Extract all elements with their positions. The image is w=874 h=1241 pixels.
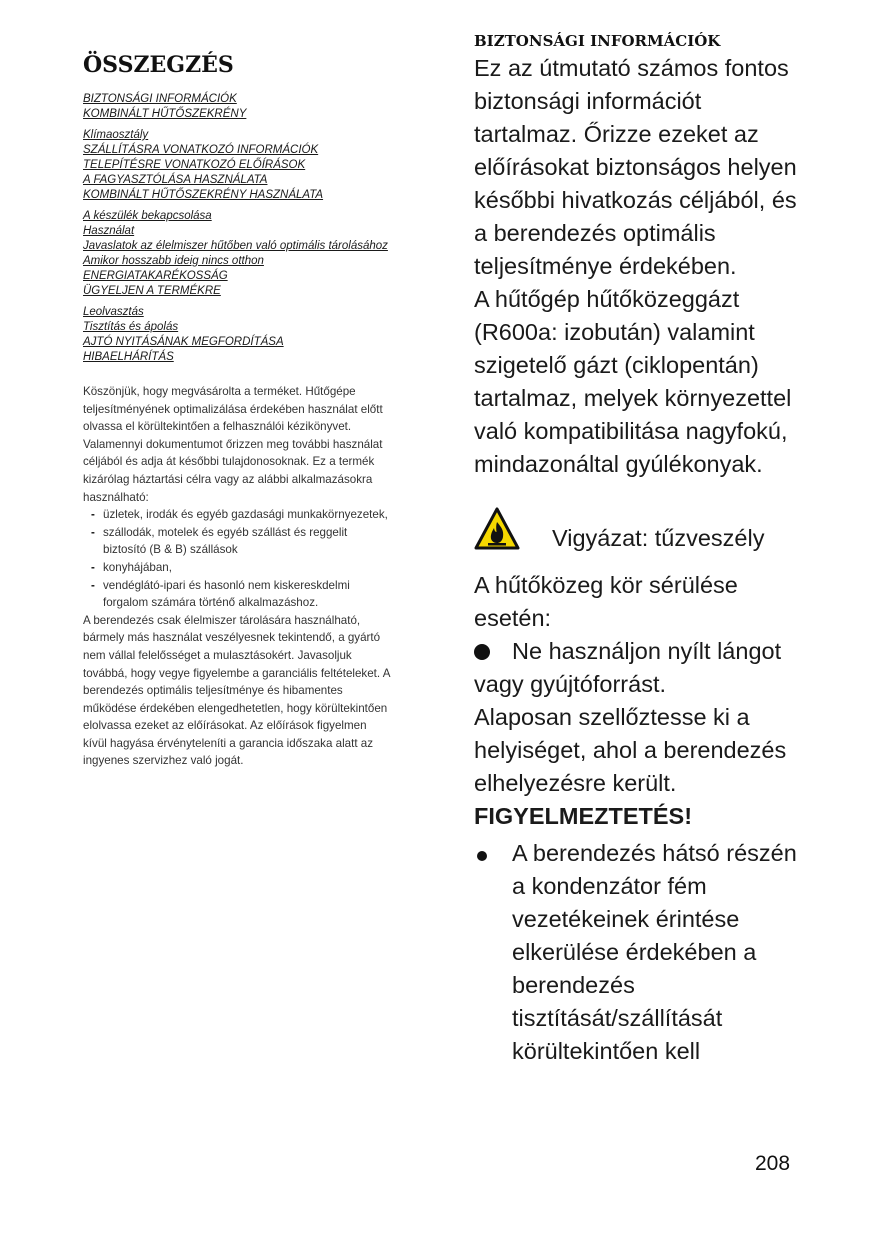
list-item: Ne használjon nyílt lángot vagy gyújtóforrást. [474, 635, 804, 701]
intro-paragraph: Köszönjük, hogy megvásárolta a terméket. Hűtőgépe teljesítményének optimalizálása érdekében használat előtt olvassa el körültekintően a felhasználói kézikönyvet. Valamennyi dokumentumot őrizzen meg további használat céljából és adja át későbbi tulajdonosoknak. Ez a termék kizárólag háztartási célra vagy az alábbi alkalmazásokra használható: [83, 385, 383, 504]
list-item: - szállodák, motelek és egyéb szállást és reggelit biztosító (B & B) szállások [91, 525, 348, 557]
toc-item-fridge-freezer[interactable]: KOMBINÁLT HŰTŐSZEKRÉNY [83, 108, 247, 120]
toc-item-usage[interactable]: Használat [83, 225, 135, 237]
warning-label: Vigyázat: tűzveszély [552, 524, 765, 551]
list-item: - konyhájában, [91, 560, 172, 574]
safety-paragraph-1: Ez az útmutató számos fontos biztonsági információt tartalmaz. Őrizze ezeket az előírásokat biztonságos helyen későbbi hivatkozás céljából, és a berendezés optimális teljesítménye érdekében. [474, 55, 797, 279]
list-item: A berendezés hátsó részén a kondenzátor fém vezetékeinek érintése elkerülése érdekében a berendezés tisztítását/szállítását körültekintően kell [474, 837, 804, 1068]
flammable-warning-icon [474, 506, 520, 552]
toc-item-care[interactable]: ÜGYELJEN A TERMÉKRE [83, 285, 221, 297]
toc-item-fridge-use[interactable]: KOMBINÁLT HŰTŐSZEKRÉNY HASZNÁLATA [83, 189, 324, 201]
toc-item-energy[interactable]: ENERGIATAKARÉKOSSÁG [83, 270, 228, 282]
toc-item-safety[interactable]: BIZTONSÁGI INFORMÁCIÓK [83, 93, 237, 105]
intro-paragraph-2: A berendezés csak élelmiszer tárolására használható, bármely más használat veszélyesnek tekintendő, a gyártó nem vállal felelősséget a mulasztásokért. Javasoljuk továbbá, hogy vegye figyelembe a garanciális feltételeket. A berendezés optimális teljesítménye és hibamentes működése érdekében elengedhetetlen, hogy körültekintően elolvassa ezeket az előírásokat. Az előírások figyelmen kívül hagyása érvényteleníti a garancia időszaka alatt az ingyenes szervizhez való jogát. [83, 613, 390, 768]
warning-heading: FIGYELMEZTETÉS! [474, 803, 693, 829]
toc-item-troubleshooting[interactable]: HIBAELHÁRÍTÁS [83, 351, 174, 363]
toc-item-defrost[interactable]: Leolvasztás [83, 306, 144, 318]
toc-title: ÖSSZEGZÉS [83, 52, 234, 78]
safety-paragraph-2: A hűtőgép hűtőközeggázt (R600a: izobután) valamint szigetelő gázt (ciklopentán) tartalmaz, melyek környezettel való kompatibilitása nagyfokú, mindazonáltal gyúlékonyak. [474, 286, 792, 477]
intro-text [83, 383, 393, 770]
damage-text: A hűtőközeg kör sérülése esetén: [474, 572, 738, 631]
right-column [474, 30, 804, 1068]
ventilate-text: Alaposan szellőztesse ki a helyiséget, ahol a berendezés elhelyezésre került. [474, 704, 787, 796]
toc-item-switch-on[interactable]: A készülék bekapcsolása [83, 210, 212, 222]
toc-item-installation[interactable]: TELEPÍTÉSRE VONATKOZÓ ELŐÍRÁSOK [83, 159, 306, 171]
list-item: - üzletek, irodák és egyéb gazdasági munkakörnyezetek, [91, 508, 388, 522]
list-item: - vendéglátó-ipari és hasonló nem kiskereskdelmi forgalom számára történő alkalmazáshoz. [91, 578, 350, 610]
bullet-icon [474, 837, 512, 870]
fire-warning [474, 499, 804, 559]
refrigerant-damage-section [474, 569, 804, 1068]
uses-list [83, 506, 393, 612]
toc-item-storage-tips[interactable]: Javaslatok az élelmiszer hűtőben való optimális tárolásához [83, 240, 388, 252]
toc-item-freezer-use[interactable]: A FAGYASZTÓLÁSA HASZNÁLATA [83, 174, 268, 186]
toc-item-cleaning[interactable]: Tisztítás és ápolás [83, 321, 179, 333]
left-column [83, 52, 393, 770]
toc-item-door-reversal[interactable]: AJTÓ NYITÁSÁNAK MEGFORDÍTÁSA [83, 336, 284, 348]
toc-item-away[interactable]: Amikor hosszabb ideig nincs otthon [83, 255, 264, 267]
toc-item-climate-class[interactable]: Klímaosztály [83, 129, 149, 141]
safety-heading: BIZTONSÁGI INFORMÁCIÓK [474, 32, 721, 50]
toc-item-transport[interactable]: SZÁLLÍTÁSRA VONATKOZÓ INFORMÁCIÓK [83, 144, 319, 156]
table-of-contents [83, 92, 393, 365]
page-number: 208 [755, 1152, 791, 1175]
